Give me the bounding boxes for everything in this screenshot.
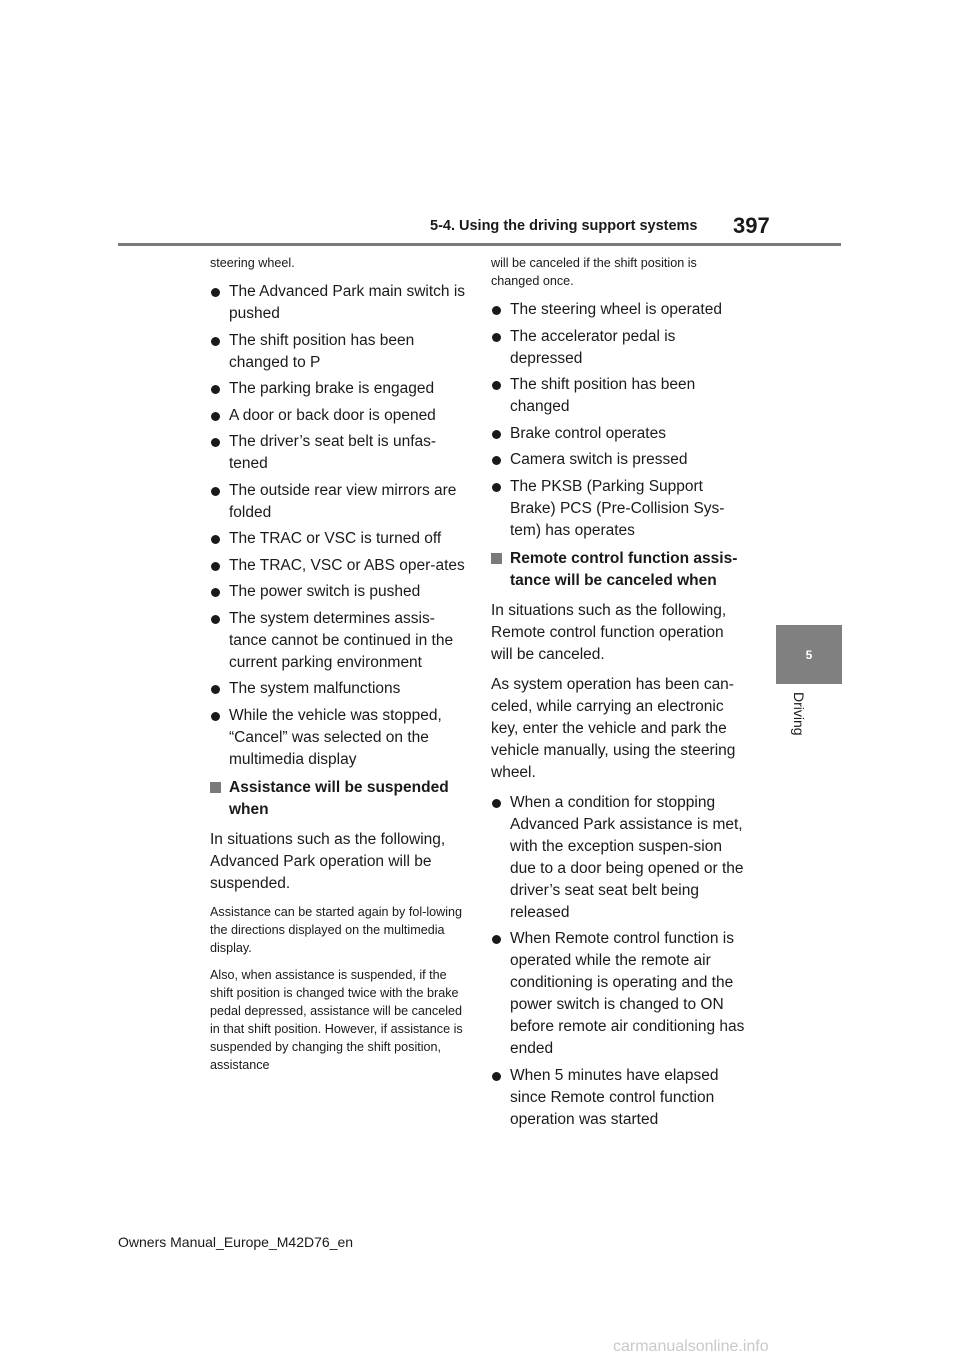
square-icon bbox=[491, 553, 502, 564]
bullet-icon bbox=[211, 412, 220, 421]
list-item: When Remote control function is operated while the remote air conditioning is operating and the power switch is changed to ON before remote air conditioning has ended bbox=[491, 928, 747, 1060]
list-item: A door or back door is opened bbox=[210, 405, 466, 427]
bullet-icon bbox=[211, 288, 220, 297]
left-note-2: Also, when assistance is suspended, if the shift position is changed twice with the brake pedal depressed, assistance will be canceled in that shift position. However, if assistance is suspended by changing the shift position, assistance bbox=[210, 967, 463, 1072]
list-item: When a condition for stopping Advanced Park assistance is met, with the exception suspen-sion due to a door being opened or the driver’s seat seat belt being released bbox=[491, 792, 747, 924]
bullet-icon bbox=[492, 333, 501, 342]
list-item: The shift position has been changed bbox=[491, 374, 747, 418]
bullet-icon bbox=[492, 430, 501, 439]
list-item: The power switch is pushed bbox=[210, 581, 466, 603]
chapter-number: 5 bbox=[805, 647, 813, 662]
list-item: The system determines assis-tance cannot be continued in the current parking environment bbox=[210, 608, 466, 674]
right-lead-text: will be canceled if the shift position is changed once. bbox=[491, 256, 697, 288]
bullet-icon bbox=[211, 535, 220, 544]
square-icon bbox=[210, 782, 221, 793]
bullet-icon bbox=[492, 483, 501, 492]
list-item: The Advanced Park main switch is pushed bbox=[210, 281, 466, 325]
bullet-icon bbox=[211, 487, 220, 496]
bullet-icon bbox=[492, 1072, 501, 1081]
left-note-1: Assistance can be started again by fol-lowing the directions displayed on the multimedia display. bbox=[210, 904, 463, 955]
list-item: The TRAC or VSC is turned off bbox=[210, 528, 466, 550]
left-lead-text: steering wheel. bbox=[210, 256, 295, 270]
list-item: The outside rear view mirrors are folded bbox=[210, 480, 466, 524]
list-item: The parking brake is engaged bbox=[210, 378, 466, 400]
left-column bbox=[210, 254, 466, 1083]
bullet-icon bbox=[492, 381, 501, 390]
bullet-icon bbox=[211, 685, 220, 694]
list-item: The PKSB (Parking Support Brake) PCS (Pre-Collision Sys-tem) has operates bbox=[491, 476, 747, 542]
manual-footer: Owners Manual_Europe_M42D76_en bbox=[118, 1234, 354, 1250]
header-divider bbox=[118, 243, 841, 246]
list-item: When 5 minutes have elapsed since Remote control function operation was started bbox=[491, 1065, 747, 1131]
left-paragraph: In situations such as the following, Advanced Park operation will be suspended. bbox=[210, 830, 446, 892]
right-paragraph-2: As system operation has been can-celed, while carrying an electronic key, enter the vehicle and park the vehicle manually, using the steering wheel. bbox=[491, 675, 736, 781]
bullet-icon bbox=[211, 337, 220, 346]
bullet-icon bbox=[211, 385, 220, 394]
list-item: Brake control operates bbox=[491, 423, 747, 445]
right-column bbox=[491, 254, 747, 1135]
watermark: carmanualsonline.info bbox=[613, 1338, 769, 1355]
bullet-icon bbox=[211, 438, 220, 447]
list-item: The driver’s seat belt is unfas-tened bbox=[210, 431, 466, 475]
list-item: The system malfunctions bbox=[210, 678, 466, 700]
list-item: The accelerator pedal is depressed bbox=[491, 326, 747, 370]
section-heading: Remote control function assis-tance will be canceled when bbox=[491, 548, 747, 592]
chapter-label: Driving bbox=[791, 692, 807, 736]
page-number: 397 bbox=[733, 213, 770, 238]
list-item: The shift position has been changed to P bbox=[210, 330, 466, 374]
bullet-icon bbox=[492, 306, 501, 315]
bullet-icon bbox=[211, 588, 220, 597]
section-title: 5-4. Using the driving support systems bbox=[430, 218, 698, 234]
bullet-icon bbox=[492, 456, 501, 465]
right-paragraph-1: In situations such as the following, Remote control function operation will be canceled. bbox=[491, 601, 727, 663]
bullet-icon bbox=[492, 935, 501, 944]
bullet-icon bbox=[211, 562, 220, 571]
bullet-icon bbox=[211, 712, 220, 721]
bullet-icon bbox=[211, 615, 220, 624]
list-item: The TRAC, VSC or ABS oper-ates bbox=[210, 555, 466, 577]
list-item: Camera switch is pressed bbox=[491, 449, 747, 471]
chapter-tab bbox=[776, 625, 842, 684]
bullet-icon bbox=[492, 799, 501, 808]
section-heading: Assistance will be suspended when bbox=[210, 777, 466, 821]
list-item: The steering wheel is operated bbox=[491, 299, 747, 321]
list-item: While the vehicle was stopped, “Cancel” was selected on the multimedia display bbox=[210, 705, 466, 771]
